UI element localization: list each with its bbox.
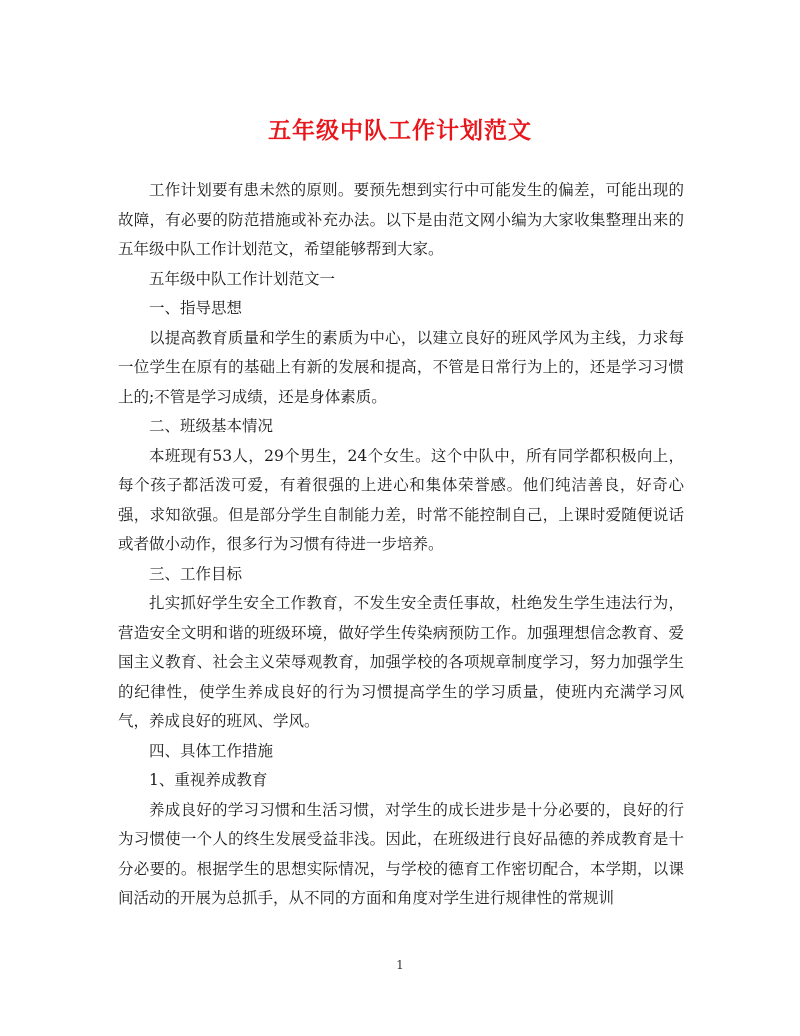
section-heading-sample-one: 五年级中队工作计划范文一 <box>149 269 336 288</box>
paragraph-work-goals: 扎实抓好学生安全工作教育，不发生安全责任事故，杜绝发生学生违法行为，营造安全文明和谐的班级环境，做好学生传染病预防工作。加强理想信念教育、爱国主义教育、社会主义荣辱观教育，加强学校的各项规章制度学习，努力加强学生的纪律性，使学生养成良好的行为习惯提高学生的学习质量，使班内充满学习风气，养成良好的班风、学风。 <box>118 594 684 730</box>
paragraph-class-situation: 本班现有53人，29个男生，24个女生。这个中队中，所有同学都积极向上，每个孩子都活泼可爱，有着很强的上进心和集体荣誉感。他们纯洁善良，好奇心强，求知欲强。但是部分学生自制能力差，时常不能控制自己，上课时爱随便说话或者做小动作，很多行为习惯有待进一步培养。 <box>118 446 684 553</box>
paragraph-habit-education: 养成良好的学习习惯和生活习惯，对学生的成长进步是十分必要的，良好的行为习惯使一个人的终生发展受益非浅。因此，在班级进行良好品德的养成教育是十分必要的。根据学生的思想实际情况，与学校的德育工作密切配合，本学期，以课间活动的开展为总抓手，从不同的方面和角度对学生进行规律性的常规训 <box>118 800 684 907</box>
document-body <box>118 176 684 914</box>
section-heading-work-goals: 三、工作目标 <box>149 564 243 583</box>
section-heading-class-situation: 二、班级基本情况 <box>149 417 274 435</box>
paragraph-intro: 工作计划要有患未然的原则。要预先想到实行中可能发生的偏差，可能出现的故障，有必要的防范措施或补充办法。以下是由范文网小编为大家收集整理出来的五年级中队工作计划范文，希望能够帮到大家。 <box>118 181 684 258</box>
section-heading-guiding-ideology: 一、指导思想 <box>149 299 243 317</box>
page-number: 1 <box>396 958 404 972</box>
subheading-habit-education: 1、重视养成教育 <box>149 771 268 789</box>
document-title: 五年级中队工作计划范文 <box>268 117 532 144</box>
section-heading-measures: 四、具体工作措施 <box>149 741 274 760</box>
paragraph-guiding-ideology: 以提高教育质量和学生的素质为中心，以建立良好的班风学风为主线，力求每一位学生在原有的基础上有新的发展和提高，不管是日常行为上的，还是学习习惯上的;不管是学习成绩，还是身体素质。 <box>118 328 684 406</box>
